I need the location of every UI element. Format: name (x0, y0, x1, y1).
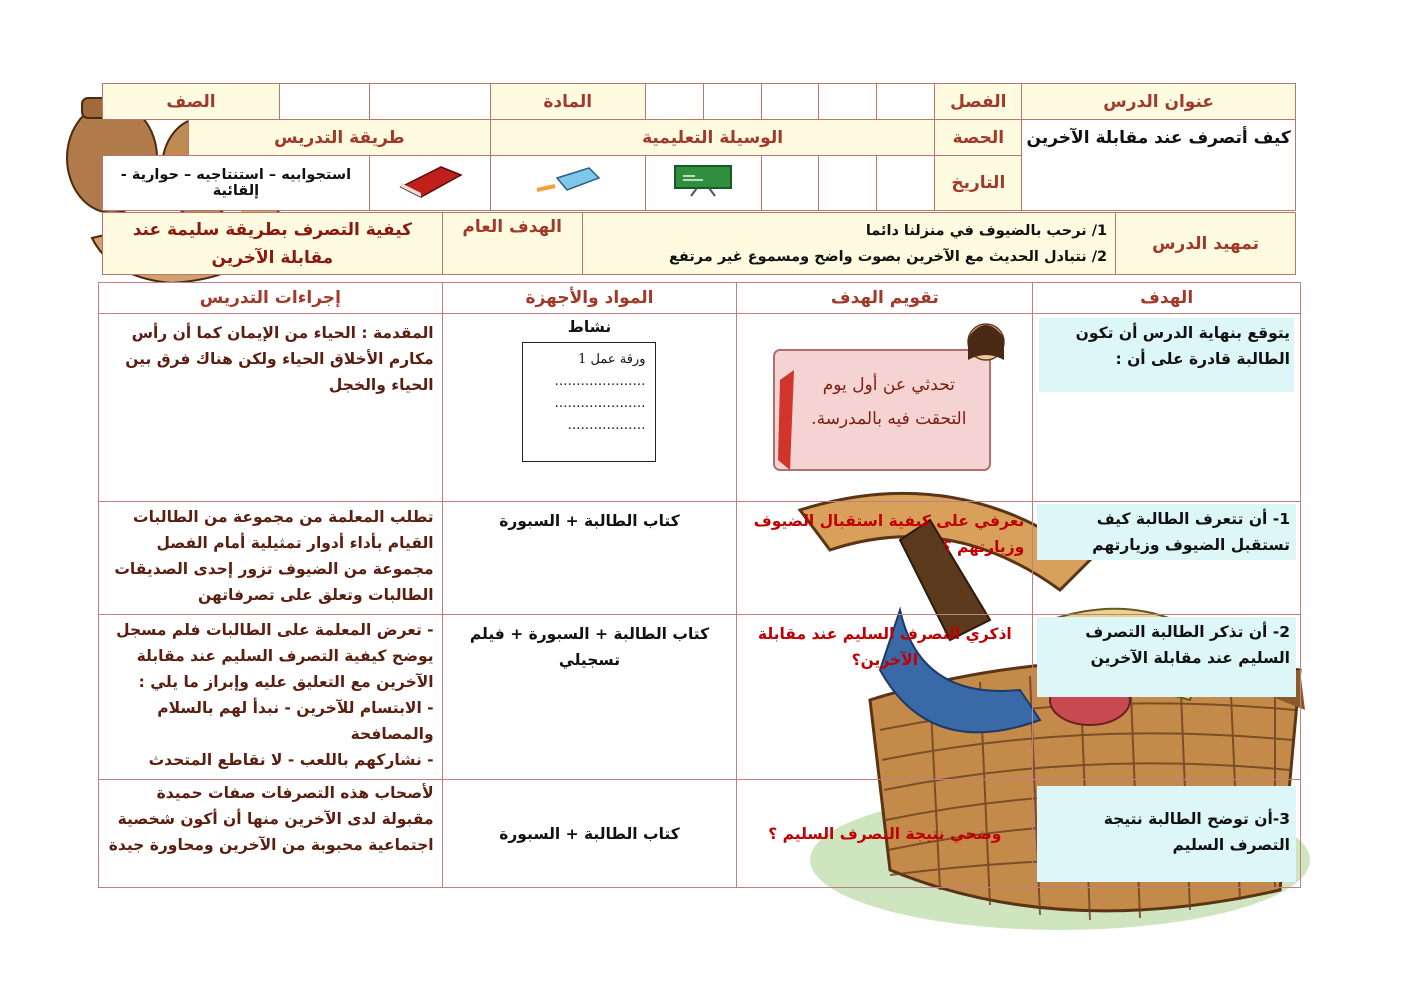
speech-card-text: تحدثي عن أول يوم التحقت فيه بالمدرسة. (811, 375, 967, 429)
table-row (99, 780, 1301, 888)
evaluation-text: تعرفي على كيفية استقبال الضيوف وزيارتهم ؟ (753, 512, 1025, 556)
goal-cell (1033, 314, 1301, 502)
procedures-cell (99, 780, 443, 888)
worksheet-line: ……………… (567, 418, 646, 433)
table-row (99, 502, 1301, 615)
period-label: الحصة (935, 120, 1022, 156)
materials-text: كتاب الطالبة + السبورة (499, 824, 680, 843)
lesson-header-table (102, 83, 1296, 211)
activity-title: نشاط (567, 318, 612, 336)
evaluation-text: اذكري التصرف السليم عند مقابلة الآخرين؟ (757, 625, 1012, 669)
procedures-line: - الابتسام للآخرين - نبدأ لهم بالسلام والمصافحة (157, 699, 434, 743)
speech-card-image (760, 320, 1010, 490)
goal-text: 1- أن تتعرف الطالبة كيف تستقبل الضيوف وزيارتهم (1037, 504, 1296, 560)
eraser-cell (490, 156, 645, 211)
materials-cell (442, 780, 737, 888)
procedures-text: المقدمة : الحياء من الإيمان كما أن رأس مكارم الأخلاق الحياء ولكن هناك فرق بين الحياء والخجل (125, 324, 434, 394)
blank-cell (819, 156, 877, 211)
evaluation-cell (737, 502, 1033, 615)
materials-text: كتاب الطالبة + السبورة + فيلم تسجيلي (469, 625, 710, 669)
teaching-methods: استجوابيه – استنتاجيه – حوارية - إلقائية (103, 156, 370, 211)
blank-cell (819, 84, 877, 120)
column-header-evaluation: تقويم الهدف (737, 283, 1033, 314)
red-book-icon (395, 163, 465, 199)
general-goal: كيفية التصرف بطريقة سليمة عند مقابلة الآخرين (103, 213, 443, 275)
procedures-line: - تعرض المعلمة على الطالبات فلم مسجل يوضح كيفية التصرف السليم عند مقابلة الآخرين مع التعليق عليه وإبراز ما يلي : (116, 621, 434, 691)
procedures-text: لأصحاب هذه التصرفات صفات حميدة مقبولة لدى الآخرين منها أن أكون شخصية اجتماعية محبوبة من الآخرين ومحاورة جيدة (108, 784, 434, 854)
goal-text: يتوقع بنهاية الدرس أن تكون الطالبة قادرة على أن : (1039, 318, 1294, 392)
procedures-list (99, 615, 442, 779)
general-goal-label: الهدف العام (442, 213, 582, 275)
blank-cell (703, 84, 761, 120)
blackboard-icon (673, 164, 733, 198)
procedures-cell (99, 502, 443, 615)
semester-label: الفصل (935, 84, 1022, 120)
intro-line: 1/ نرحب بالضيوف في منزلنا دائما (865, 222, 1108, 239)
worksheet-line: ………………… (554, 374, 646, 389)
blank-cell (645, 84, 703, 120)
intro-goal-table (102, 212, 1296, 275)
worksheet-box (522, 342, 656, 462)
procedures-cell (99, 314, 443, 502)
date-label: التاريخ (935, 156, 1022, 211)
blank-cell (877, 84, 935, 120)
intro-line: 2/ نتبادل الحديث مع الآخرين بصوت واضح ومسموع غير مرتفع (668, 248, 1108, 265)
blank-cell (279, 84, 369, 120)
evaluation-text: وضحي نتيجة التصرف السليم ؟ (768, 824, 1002, 843)
procedures-text: تطلب المعلمة من مجموعة من الطالبات القيام بأداء أدوار تمثيلية أمام الفصل مجموعة من الضيوف تزور إحدى الصديقات الطالبات وتعلق على تصرفاتهن (114, 508, 434, 604)
class-label: الصف (103, 84, 280, 120)
worksheet-line: ………………… (554, 396, 646, 411)
worksheet-title: ورقة عمل 1 (578, 352, 646, 367)
procedures-line: - نشاركهم باللعب - لا نقاطع المتحدث (148, 751, 434, 769)
eraser-chalk-icon (533, 164, 603, 198)
blank-cell (877, 156, 935, 211)
goal-text: 3-أن توضح الطالبة نتيجة التصرف السليم (1037, 786, 1296, 882)
evaluation-cell (737, 314, 1033, 502)
table-row (99, 615, 1301, 780)
column-header-materials: المواد والأجهزة (442, 283, 737, 314)
column-header-goal: الهدف (1033, 283, 1301, 314)
lesson-title-label: عنوان الدرس (1022, 84, 1296, 120)
table-row (99, 314, 1301, 502)
materials-text: كتاب الطالبة + السبورة (499, 512, 680, 530)
materials-cell (442, 314, 737, 502)
materials-cell (442, 502, 737, 615)
lesson-title: كيف أتصرف عند مقابلة الآخرين (1022, 120, 1296, 211)
goal-text: 2- أن تذكر الطالبة التصرف السليم عند مقابلة الآخرين (1037, 617, 1296, 697)
lesson-plan-table (98, 282, 1301, 888)
goal-cell (1033, 780, 1301, 888)
column-header-procedures: إجراءات التدريس (99, 283, 443, 314)
blank-cell (761, 84, 819, 120)
teaching-method-label: طريقة التدريس (189, 120, 491, 156)
subject-value (369, 84, 490, 120)
blackboard-cell (645, 156, 761, 211)
goal-cell (1033, 502, 1301, 615)
book-cell (369, 156, 490, 211)
intro-label: تمهيد الدرس (1116, 213, 1296, 275)
procedures-cell (99, 615, 443, 780)
evaluation-cell (737, 780, 1033, 888)
evaluation-cell (737, 615, 1033, 780)
subject-label: المادة (490, 84, 645, 120)
teaching-aid-label: الوسيلة التعليمية (490, 120, 935, 156)
materials-cell (442, 615, 737, 780)
blank-cell (761, 156, 819, 211)
goal-cell (1033, 615, 1301, 780)
intro-lines (582, 213, 1116, 275)
